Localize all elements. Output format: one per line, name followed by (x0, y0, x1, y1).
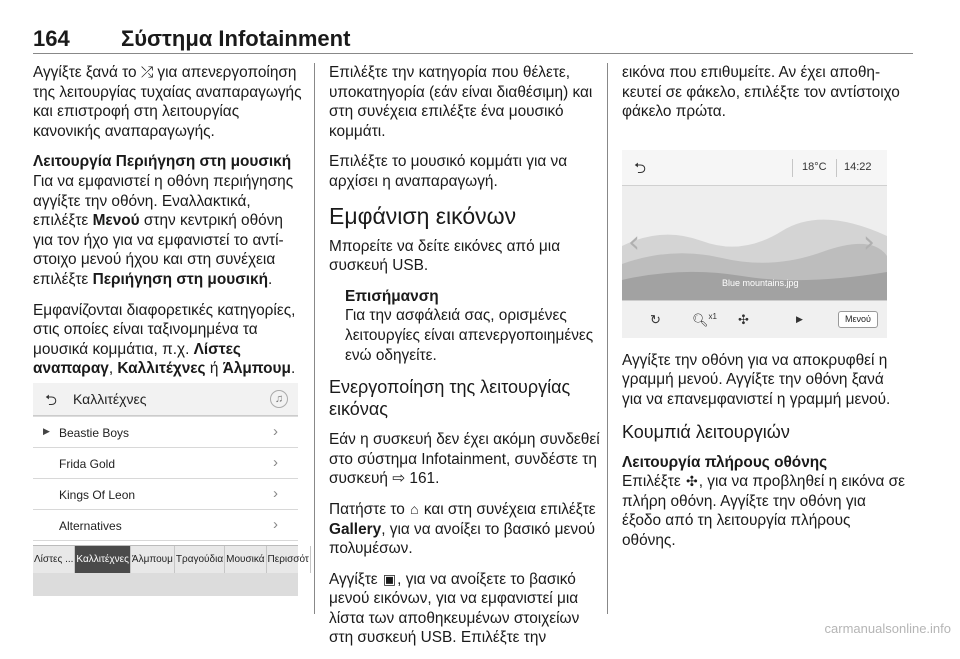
picture-menu-paragraph: Αγγίξτε ▣, για να ανοίξετε το βασικό μενού εικόνων, για να εμφανιστεί μια λίστα των αποθηκευμένων στοιχείων στη συσκευή USB. Επιλέξτε την (329, 570, 580, 647)
category-tabs (33, 545, 309, 573)
music-browse-screenshot (33, 383, 309, 596)
select-category-paragraph: Επιλέξτε την κατηγορία που θέλετε, υποκατηγορία (εάν είναι διαθέσιμη) και στη συνέχεια επιλέξτε ένα μουσικό κομμάτι. (329, 64, 593, 140)
list-item[interactable]: Frida Gold › (33, 448, 298, 479)
screen-header (33, 383, 298, 416)
select-track-paragraph: Επιλέξτε το μουσικό κομμάτι για να αρχίσει η αναπαραγωγή. (329, 153, 568, 190)
shuffle-paragraph: Αγγίξτε ξανά το ⤮ για απενεργοποίηση της λειτουργίας τυχαίας αναπαραγωγής και επιστροφή στη λειτουργίας κανονικής αναπαραγωγής. (33, 64, 302, 140)
list-item[interactable]: Kings Of Leon › (33, 479, 298, 510)
play-icon: ▶ (43, 426, 50, 436)
list-item[interactable]: Alternatives › (33, 510, 298, 541)
categories-paragraph: Εμφανίζονται διαφορετικές κατηγορίες, στις οποίες είναι ταξινομημένα τα μουσικά κομμάτια, π.χ. Λίστες αναπαραγ, Καλλιτέχνες ή Άλμπουμ. (33, 301, 296, 378)
column-divider (607, 63, 608, 614)
column-1 (33, 63, 305, 390)
chevron-right-icon[interactable]: › (863, 225, 875, 260)
chevron-right-icon: › (273, 454, 278, 471)
pictures-intro: Μπορείτε να δείτε εικόνες από μια συσκευή USB. (329, 237, 561, 275)
play-icon[interactable]: ▶ (796, 314, 803, 324)
zoom-icon[interactable]: 🔍︎$^{x1}$ (692, 312, 717, 328)
safety-note (345, 287, 601, 365)
back-icon[interactable]: ⮌ (634, 160, 647, 177)
watermark: carmanualsonline.info (824, 621, 951, 636)
menu-bar-paragraph: Αγγίξτε την οθόνη για να αποκρυφθεί η γραμμή μενού. Αγγίξτε την οθόνη ξανά για να επανεμφανιστεί η γραμμή μενού. (622, 351, 891, 408)
picture-viewer-screenshot (622, 150, 887, 338)
select-picture-paragraph: εικόνα που επιθυμείτε. Αν έχει αποθηκευτεί σε φάκελο, επιλέξτε τον αντίστοιχο φάκελο πρώτα. (622, 64, 900, 121)
rotate-icon[interactable]: ↻ (650, 312, 661, 327)
music-note-icon: ♫ (270, 390, 288, 408)
back-icon[interactable]: ⮌ (45, 392, 58, 409)
tab-albums[interactable]: Άλμπουμ (131, 546, 175, 573)
fullscreen-heading: Λειτουργία πλήρους οθόνης (622, 453, 828, 471)
page-title: Σύστημα Infotainment (121, 26, 351, 51)
clock: 14:22 (844, 161, 872, 173)
note-title: Επισήμανση (345, 287, 439, 305)
function-buttons-heading: Κουμπιά λειτουργιών (622, 421, 790, 442)
pictures-heading: Εμφάνιση εικόνων (329, 202, 517, 229)
fullscreen-paragraph: Επιλέξτε ✣, για να προβληθεί η εικόνα σε πλήρη οθόνη. Αγγίξτε την οθόνη για έξοδο από τη λειτουργία πλήρους οθόνης. (622, 473, 905, 549)
chevron-right-icon: › (273, 485, 278, 502)
note-text: Για την ασφάλειά σας, ορισμένες λειτουργίες είναι απενεργοποιημένες ενώ οδηγείτε. (345, 307, 594, 364)
tab-more[interactable]: Περισσότ (267, 546, 311, 573)
picture-caption: Blue mountains.jpg (722, 278, 799, 288)
activate-heading: Ενεργοποίηση της λειτουργίας εικόνας (329, 377, 571, 420)
tab-genres[interactable]: Μουσικά (225, 546, 266, 573)
artist-list (33, 417, 298, 545)
tab-songs[interactable]: Τραγούδια (175, 546, 225, 573)
gallery-paragraph: Πατήστε το ⌂ και στη συνέχεια επιλέξτε Gallery, για να ανοίξει το βασικό μενού πολυμέσων. (329, 500, 596, 558)
page-number: 164 (33, 26, 70, 51)
home-icon: ⌂ (410, 500, 419, 517)
temperature: 18°C (802, 161, 827, 173)
column-2 (329, 63, 601, 659)
fullscreen-icon: ✣ (685, 473, 698, 490)
chevron-right-icon: › (273, 423, 278, 440)
picture-icon: ▣ (382, 570, 397, 587)
tab-lists[interactable]: Λίστες ... (33, 546, 75, 573)
header-rule (33, 53, 913, 54)
menu-button[interactable]: Μενού (838, 311, 878, 328)
column-divider (314, 63, 315, 614)
page-header (33, 22, 913, 56)
screen-header (622, 150, 887, 186)
picture-menu-bar (622, 300, 887, 338)
list-item[interactable]: ▶ Beastie Boys › (33, 417, 298, 448)
browse-heading: Λειτουργία Περιήγηση στη μουσική (33, 153, 292, 171)
fullscreen-icon[interactable]: ✣ (738, 312, 749, 327)
chevron-left-icon[interactable]: ‹ (628, 225, 640, 260)
divider (792, 159, 793, 177)
divider (836, 159, 837, 177)
chevron-right-icon: › (273, 516, 278, 533)
tab-artists[interactable]: Καλλιτέχνες (75, 546, 131, 573)
connect-paragraph: Εάν η συσκευή δεν έχει ακόμη συνδεθεί στο σύστημα Infotainment, συνδέστε τη συσκευή ⇨ 161. (329, 431, 600, 488)
browse-paragraph: Για να εμφανιστεί η οθόνη περιήγησης αγγίξτε την οθόνη. Εναλλακτικά, επιλέξτε Μενού στην κεντρική οθόνη για τον ήχο για να εμφανιστεί το αντίστοιχο μενού ήχου και στη συνέχεια επιλέξτε Περιήγηση στη μουσική. (33, 172, 294, 288)
screen-title: Καλλιτέχνες (73, 391, 147, 407)
